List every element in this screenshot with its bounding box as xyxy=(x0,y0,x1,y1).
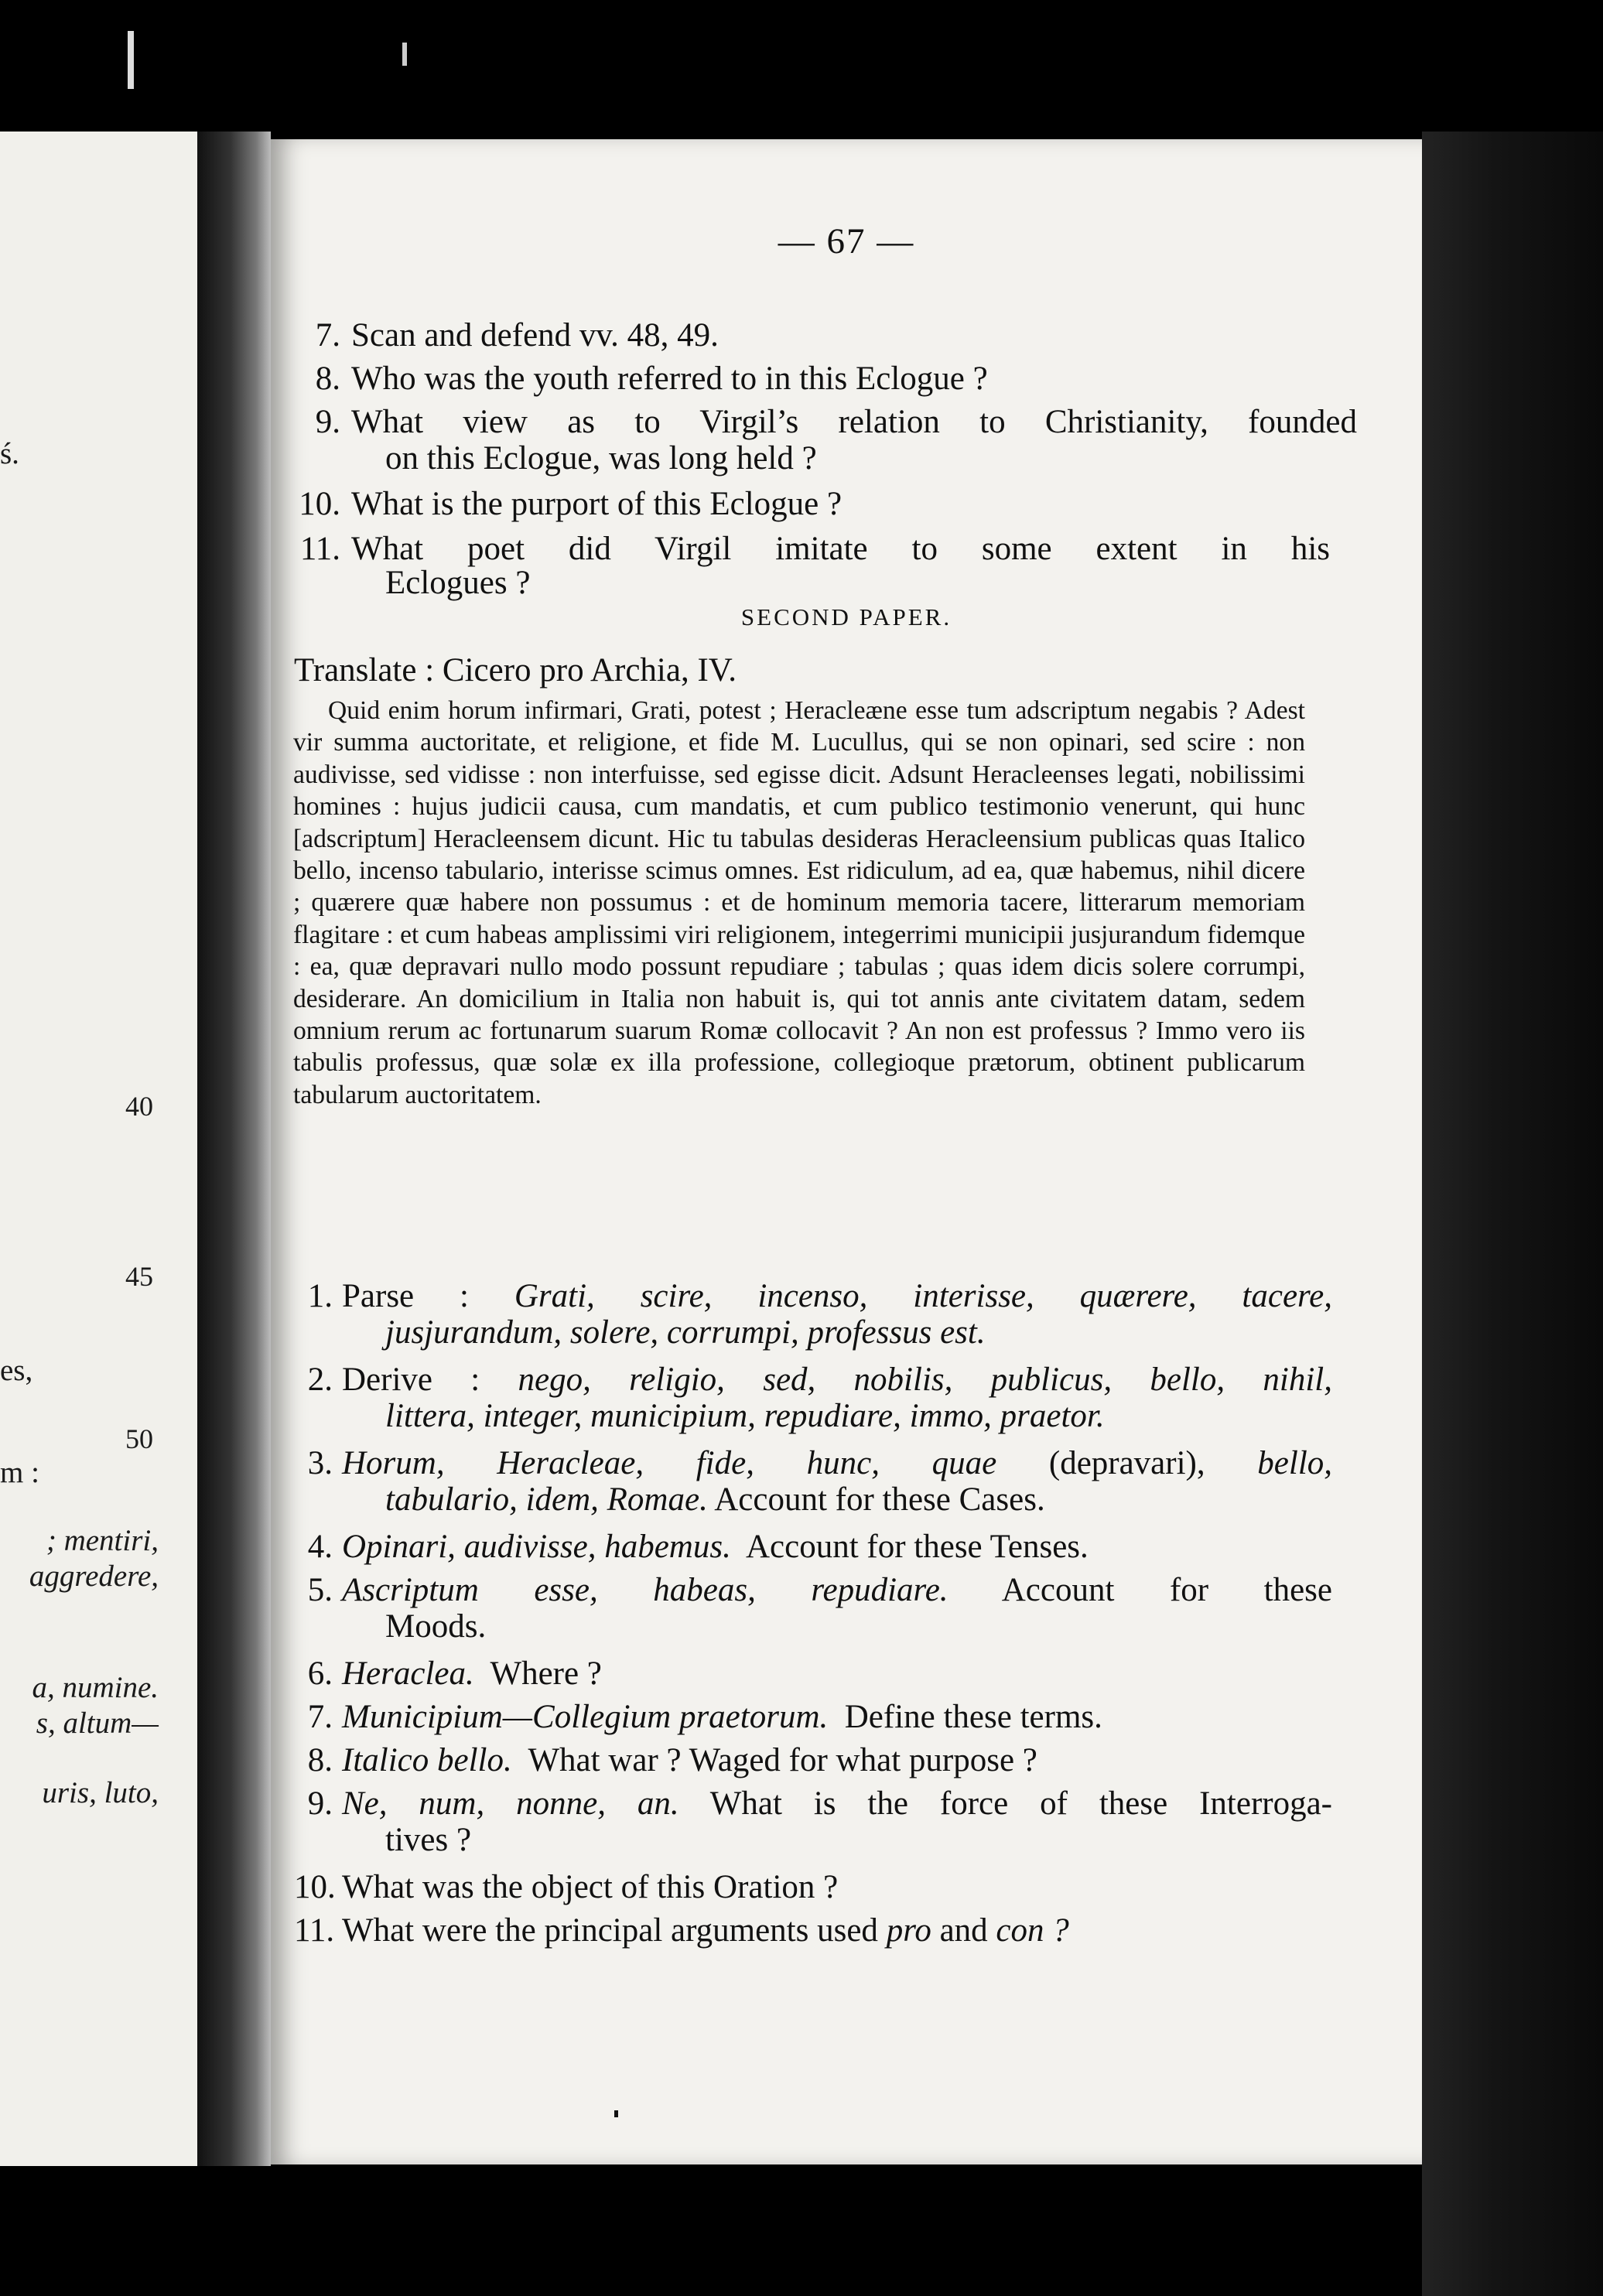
left-page-fragment: uris, luto, xyxy=(42,1776,159,1809)
question-item xyxy=(294,1699,1338,1735)
question-number: 8. xyxy=(315,360,340,397)
question-plain: and xyxy=(939,1912,988,1949)
gutter-shadow xyxy=(197,132,271,2166)
question-line xyxy=(342,1362,1332,1398)
question-number: 9. xyxy=(307,1785,333,1822)
question-number: 5. xyxy=(307,1572,333,1608)
question-words: bello, xyxy=(1257,1445,1333,1481)
question-plain: What is the force of these Interroga- xyxy=(709,1785,1332,1822)
question-words: Opinari, audivisse, habemus. xyxy=(342,1529,731,1565)
question-number: 11. xyxy=(294,1912,335,1949)
film-mark xyxy=(128,31,134,89)
question-item xyxy=(294,1529,1338,1565)
question-words: Ascriptum esse, habeas, repudiare. xyxy=(342,1572,948,1608)
question-number: 2. xyxy=(307,1362,333,1398)
question-line: What was the object of this Oration ? xyxy=(342,1869,839,1905)
question-line xyxy=(342,1529,1340,1565)
section-heading: SECOND PAPER. xyxy=(740,603,952,630)
question-words: Horum, Heracleae, fide, hunc, quae xyxy=(342,1445,997,1481)
left-page-fragment: aggredere, xyxy=(29,1560,159,1593)
question-item xyxy=(294,486,1338,522)
question-words: Ne, num, nonne, an. xyxy=(342,1785,679,1822)
question-item xyxy=(294,1572,1338,1645)
question-text: Who was the youth referred to in this Eclogue ? xyxy=(351,360,988,397)
ink-speck xyxy=(614,2110,618,2117)
question-lead: Parse : xyxy=(342,1278,469,1314)
question-plain: Define these terms. xyxy=(844,1699,1102,1735)
question-plain: (depravari), xyxy=(1048,1445,1205,1481)
question-plain: Account for these Tenses. xyxy=(745,1529,1089,1565)
question-item xyxy=(294,1362,1338,1434)
question-item xyxy=(294,531,1338,603)
left-page-fragment: a, numine. xyxy=(32,1671,159,1704)
question-number: 7. xyxy=(315,317,340,354)
question-line xyxy=(342,1699,1340,1735)
left-page-fragment: s, altum— xyxy=(36,1707,159,1740)
question-item xyxy=(294,1278,1338,1351)
question-item xyxy=(294,1655,1338,1692)
question-text: What poet did Virgil imitate to some extent in his xyxy=(351,531,1330,567)
question-words: nego, religio, sed, nobilis, publicus, bello, nihil, xyxy=(518,1362,1333,1398)
question-line xyxy=(342,1912,1340,1949)
question-number: 4. xyxy=(307,1529,333,1565)
question-item xyxy=(294,317,1338,354)
question-number: 1. xyxy=(307,1278,333,1314)
question-plain: Account for these xyxy=(1001,1572,1332,1608)
film-mark xyxy=(402,43,407,66)
question-continuation: Moods. xyxy=(385,1608,487,1645)
question-words: pro xyxy=(886,1912,931,1949)
question-continuation: littera, integer, municipium, repudiare, immo, praetor. xyxy=(385,1398,1105,1434)
question-continuation: on this Eclogue, was long held ? xyxy=(385,440,817,477)
question-text: What is the purport of this Eclogue ? xyxy=(351,486,843,522)
question-item xyxy=(294,1869,1338,1905)
question-text: Scan and defend vv. 48, 49. xyxy=(351,317,719,354)
question-plain: What war ? Waged for what purpose ? xyxy=(528,1742,1037,1778)
left-page-line-number: 40 xyxy=(125,1091,153,1122)
left-page-fragment: es, xyxy=(0,1354,33,1387)
question-number: 11. xyxy=(299,531,340,567)
question-number: 9. xyxy=(315,404,340,440)
question-words: Grati, scire, incenso, interisse, quærere, tacere, xyxy=(514,1278,1332,1314)
left-page-line-number: 45 xyxy=(125,1261,153,1292)
question-line xyxy=(342,1785,1332,1822)
question-continuation xyxy=(385,1481,1360,1518)
question-line xyxy=(342,1445,1332,1481)
question-line xyxy=(342,1742,1340,1778)
question-plain: Where ? xyxy=(490,1655,602,1692)
question-item xyxy=(294,1445,1338,1518)
question-continuation: tives ? xyxy=(385,1822,472,1858)
question-line xyxy=(342,1572,1332,1608)
question-plain: What were the principal arguments used xyxy=(342,1912,878,1949)
question-words: tabulario, idem, Romae. xyxy=(385,1481,708,1518)
question-item xyxy=(294,1742,1338,1778)
translate-instruction: Translate : Cicero pro Archia, IV. xyxy=(294,652,737,688)
book-page xyxy=(271,139,1422,2164)
question-plain: Account for these Cases. xyxy=(714,1481,1045,1518)
page-number: — 67 — xyxy=(778,221,915,261)
question-number: 6. xyxy=(307,1655,333,1692)
book-edge xyxy=(1422,132,1603,2296)
latin-passage: Quid enim horum infirmari, Grati, potest ; Heracleæne esse tum adscriptum negabis ? Adest vir summa auctoritate, et religione, et fide M. Lucullus, qui se non opinari, sed scire : non audivisse, sed vidisse : non interfuisse, sed egisse dicit. Adsunt Heracleenses legati, nobilissimi homines : hujus judicii causa, cum mandatis, et cum publico testimonio venerunt, qui hunc [adscriptum] Heracleensem dicunt. Hic tu tabulas desideras Heracleensium publicas quas Italico bello, incenso tabulario, interisse scimus omnes. Est ridiculum, ad ea, quæ habemus, nihil dicere ; quærere quæ habere non possumus : et de hominum memoria tacere, litterarum memoriam flagitare : et cum habeas amplissimi viri religionem, integerrimi municipii jusjurandum fidemque : ea, quæ depravari nullo modo possunt repudiare ; tabulas ; quas idem dicis solere corrumpi, desiderare. An domicilium in Italia non habuit is, qui tot annis ante civitatem datam, sedem omnium rerum ac fortunarum suarum Romæ collocavit ? An non est professus ? Immo vero iis tabulis professus, quæ solæ ex illa professione, collegioque prætorum, obtinent publicarum tabularum auctoritatem. xyxy=(293,696,1305,1109)
question-item xyxy=(294,1785,1338,1858)
left-page-fragment: m : xyxy=(0,1456,39,1489)
question-number: 8. xyxy=(307,1742,333,1778)
question-number: 10. xyxy=(299,486,340,522)
left-page-fragment: ś. xyxy=(0,437,19,470)
question-item xyxy=(294,1912,1338,1949)
left-page-fragment: ; mentiri, xyxy=(46,1524,159,1557)
question-words: Municipium—Collegium praetorum. xyxy=(342,1699,829,1735)
question-words: Italico bello. xyxy=(342,1742,512,1778)
left-page-edge xyxy=(0,132,197,2166)
left-page-line-number: 50 xyxy=(125,1423,153,1454)
question-item xyxy=(294,404,1357,477)
question-lead: Derive : xyxy=(342,1362,480,1398)
question-line xyxy=(342,1655,1340,1692)
question-words: Heraclea. xyxy=(342,1655,474,1692)
question-line xyxy=(342,1278,1332,1314)
question-number: 7. xyxy=(307,1699,333,1735)
question-text: What view as to Virgil’s relation to Christianity, founded xyxy=(351,404,1357,440)
question-continuation: jusjurandum, solere, corrumpi, professus est. xyxy=(385,1314,986,1351)
question-words: con ? xyxy=(996,1912,1069,1949)
question-item xyxy=(294,360,1338,397)
question-number: 10. xyxy=(294,1869,336,1905)
question-continuation: Eclogues ? xyxy=(385,565,531,601)
question-number: 3. xyxy=(307,1445,333,1481)
